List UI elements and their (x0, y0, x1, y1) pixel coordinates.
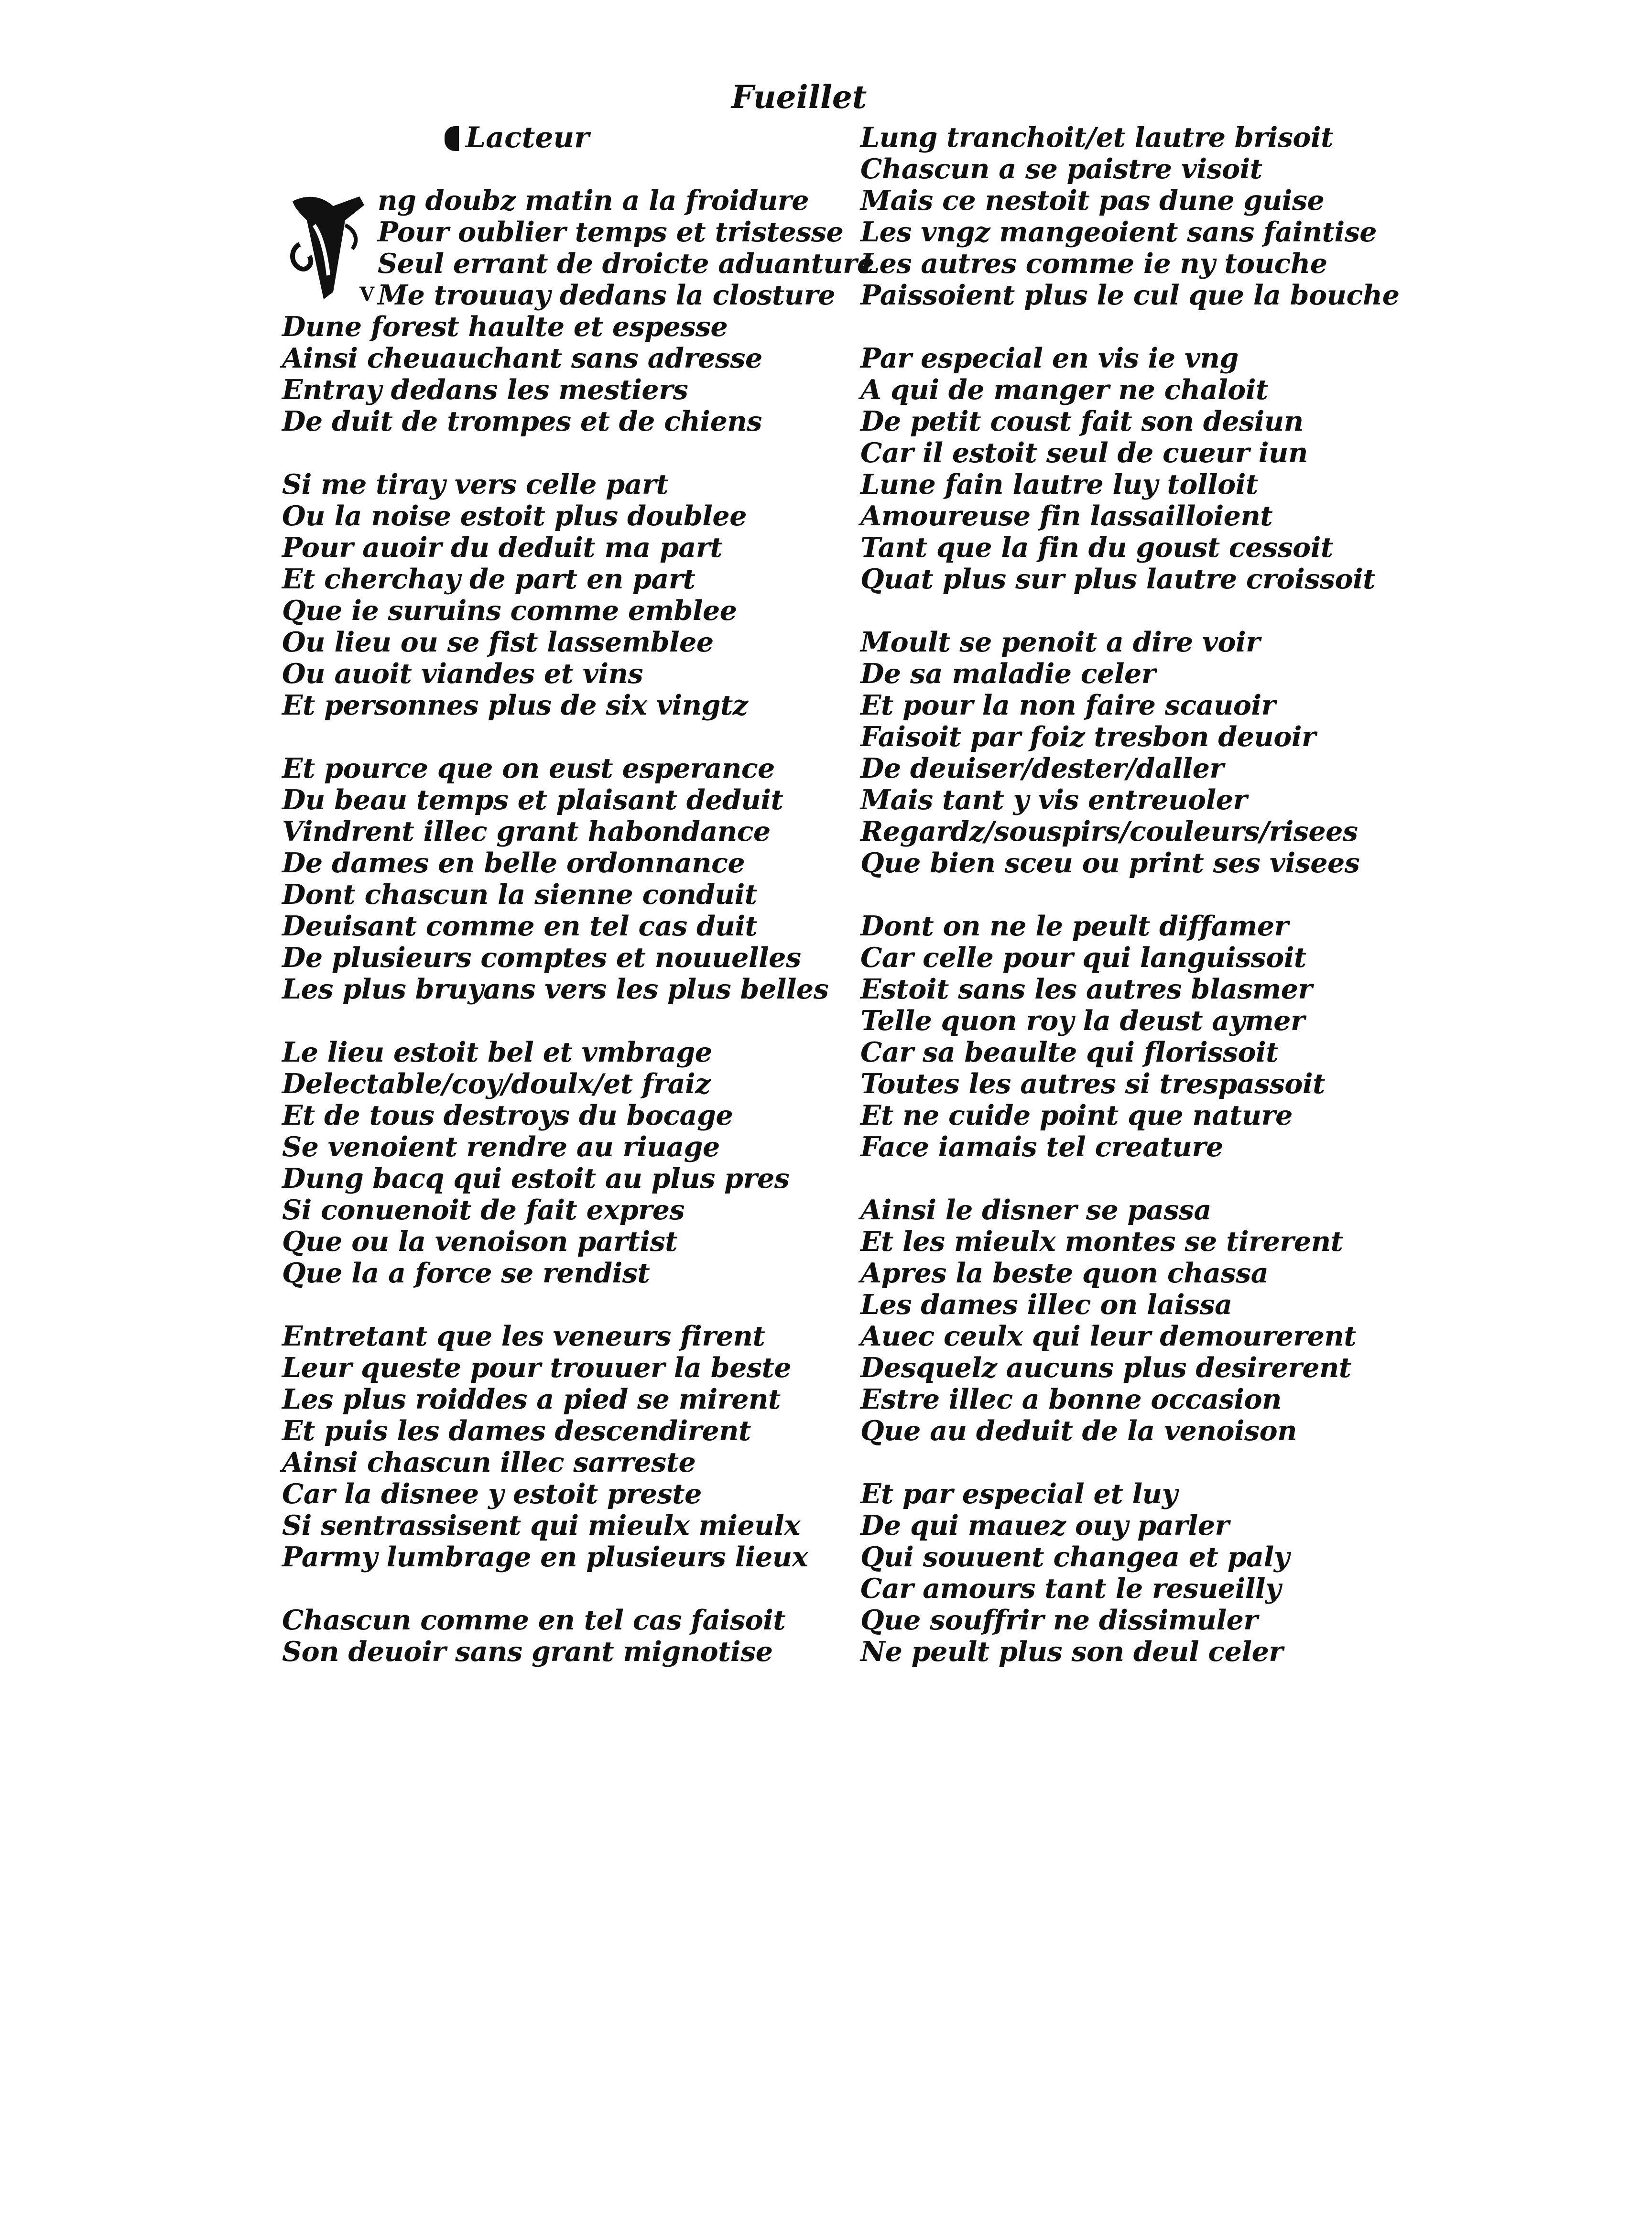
verse-line: Estre illec a bonne occasion (860, 1383, 1282, 1415)
verse-line: Car il estoit seul de cueur iun (860, 437, 1308, 469)
verse-line: Amoureuse fin lassailloient (860, 500, 1273, 532)
dropcap-letter: V (359, 283, 375, 305)
verse-line: Qui souuent changea et paly (860, 1541, 1290, 1573)
verse-line: Chascun a se paistre visoit (860, 153, 1262, 185)
right-column (860, 122, 1444, 1699)
verse-line: Dont on ne le peult diffamer (860, 910, 1289, 942)
verse-line: Pour auoir du deduit ma part (282, 532, 723, 564)
verse-line: Ainsi le disner se passa (860, 1194, 1211, 1226)
verse-line: Mais tant y vis entreuoler (860, 784, 1247, 816)
section-title (282, 122, 865, 153)
verse-line: Vindrent illec grant habondance (282, 815, 771, 847)
verse-line: Me trouuay dedans la closture (378, 279, 836, 311)
verse-line: Car sa beaulte qui florissoit (860, 1036, 1278, 1068)
stanza-12 (860, 1478, 1444, 1668)
verse-line: Regardz/souspirs/couleurs/risees (860, 815, 1358, 847)
verse-line: Moult se penoit a dire voir (860, 626, 1260, 658)
left-column (282, 121, 874, 1699)
stanza-6 (282, 1605, 865, 1668)
verse-line: Que ie suruins comme emblee (282, 595, 737, 627)
folio-heading: Fueillet (731, 78, 867, 116)
verse-line: Apres la beste quon chassa (860, 1257, 1269, 1289)
verse-line: Ainsi cheuauchant sans adresse (282, 342, 762, 374)
verse-line: Parmy lumbrage en plusieurs lieux (282, 1541, 808, 1573)
verse-line: Ainsi chascun illec sarreste (282, 1446, 696, 1478)
verse-line: Si sentrassisent qui mieulx mieulx (282, 1509, 800, 1541)
stanza-9 (860, 627, 1444, 879)
verse-line: Du beau temps et plaisant deduit (282, 784, 783, 816)
verse-line: Auec ceulx qui leur demourerent (860, 1320, 1357, 1352)
section-title-text: Lacteur (466, 121, 589, 154)
verse-line: De petit coust fait son desiun (860, 405, 1304, 437)
verse-line: Les autres comme ie ny touche (860, 248, 1327, 280)
verse-line: Quat plus sur plus lautre croissoit (860, 563, 1375, 595)
verse-line: ng doubz matin a la froidure (378, 185, 809, 217)
verse-line: Entray dedans les mestiers (282, 374, 688, 406)
verse-line: Les dames illec on laissa (860, 1289, 1232, 1321)
verse-line: Desquelz aucuns plus desirerent (860, 1352, 1351, 1384)
verse-line: Et pource que on eust esperance (282, 752, 775, 784)
verse-line: Les plus bruyans vers les plus belles (282, 973, 829, 1005)
verse-line: Dune forest haulte et espesse (282, 311, 728, 343)
pilcrow-icon (445, 126, 459, 151)
verse-line: De deuiser/dester/daller (860, 752, 1224, 784)
verse-line: Toutes les autres si trespassoit (860, 1068, 1325, 1100)
verse-line: Tant que la fin du goust cessoit (860, 532, 1333, 564)
verse-line: Lung tranchoit/et lautre brisoit (860, 121, 1333, 153)
verse-line: Les plus roiddes a pied se mirent (282, 1383, 781, 1415)
verse-line: Et ne cuide point que nature (860, 1099, 1293, 1131)
verse-line: Que au deduit de la venoison (860, 1415, 1297, 1447)
verse-line: Par especial en vis ie vng (860, 342, 1239, 374)
verse-line: Lune fain lautre luy tolloit (860, 468, 1258, 500)
verse-line: Que ou la venoison partist (282, 1226, 678, 1258)
verse-line: Telle quon roy la deust aymer (860, 1005, 1305, 1037)
verse-line: Car amours tant le resueilly (860, 1573, 1281, 1605)
verse-line: De plusieurs comptes et nouuelles (282, 942, 801, 974)
verse-line: Et par especial et luy (860, 1478, 1178, 1510)
verse-line: Ou lieu ou se fist lassemblee (282, 626, 714, 658)
verse-line: Et les mieulx montes se tirerent (860, 1226, 1343, 1258)
verse-line: Que bien sceu ou print ses visees (860, 847, 1360, 879)
stanza-7 (860, 122, 1444, 311)
verse-line: Se venoient rendre au riuage (282, 1131, 720, 1163)
stanza-8 (860, 343, 1444, 595)
verse-line: Que souffrir ne dissimuler (860, 1604, 1258, 1636)
verse-line: Que la a force se rendist (282, 1257, 650, 1289)
verse-line: Pour oublier temps et tristesse (378, 216, 844, 248)
stanza-3 (282, 753, 865, 1005)
verse-line: A qui de manger ne chaloit (860, 374, 1268, 406)
verse-line: Ou auoit viandes et vins (282, 658, 643, 690)
verse-line: Paissoient plus le cul que la bouche (860, 279, 1400, 311)
verse-line: De duit de trompes et de chiens (282, 405, 762, 437)
verse-line: Deuisant comme en tel cas duit (282, 910, 758, 942)
verse-line: Mais ce nestoit pas dune guise (860, 185, 1325, 217)
decorated-initial-v-icon (288, 192, 375, 305)
verse-line: Estoit sans les autres blasmer (860, 973, 1313, 1005)
verse-line: Et de tous destroys du bocage (282, 1099, 733, 1131)
verse-line: Ne peult plus son deul celer (860, 1636, 1283, 1668)
verse-line: Leur queste pour trouuer la beste (282, 1352, 792, 1384)
verse-line: Si me tiray vers celle part (282, 468, 669, 500)
stanza-4 (282, 1037, 865, 1289)
verse-line: Dung bacq qui estoit au plus pres (282, 1162, 790, 1194)
verse-line: Car la disnee y estoit preste (282, 1478, 702, 1510)
verse-line: Car celle pour qui languissoit (860, 942, 1306, 974)
verse-line: Et cherchay de part en part (282, 563, 696, 595)
verse-line: Dont chascun la sienne conduit (282, 879, 757, 911)
verse-line: Les vngz mangeoient sans faintise (860, 216, 1377, 248)
verse-line: Ou la noise estoit plus doublee (282, 500, 747, 532)
verse-line: Si conuenoit de fait expres (282, 1194, 685, 1226)
verse-line: Faisoit par foiz tresbon deuoir (860, 721, 1316, 753)
verse-line: Entretant que les veneurs firent (282, 1320, 765, 1352)
verse-line: Et puis les dames descendirent (282, 1415, 751, 1447)
verse-line: Chascun comme en tel cas faisoit (282, 1604, 786, 1636)
stanza-11 (860, 1194, 1444, 1447)
verse-line: Et personnes plus de six vingtz (282, 689, 748, 721)
verse-line: Son deuoir sans grant mignotise (282, 1636, 773, 1668)
verse-line: Le lieu estoit bel et vmbrage (282, 1036, 712, 1068)
stanza-10 (860, 911, 1444, 1163)
stanza-1 (282, 185, 874, 437)
verse-line: Et pour la non faire scauoir (860, 689, 1276, 721)
verse-line: Delectable/coy/doulx/et fraiz (282, 1068, 711, 1100)
verse-line: Seul errant de droicte aduanture (378, 248, 874, 280)
verse-line: De dames en belle ordonnance (282, 847, 745, 879)
stanza-5 (282, 1321, 865, 1573)
verse-line: Face iamais tel creature (860, 1131, 1223, 1163)
stanza-2 (282, 469, 865, 721)
verse-line: De sa maladie celer (860, 658, 1156, 690)
verse-line: De qui mauez ouy parler (860, 1509, 1229, 1541)
